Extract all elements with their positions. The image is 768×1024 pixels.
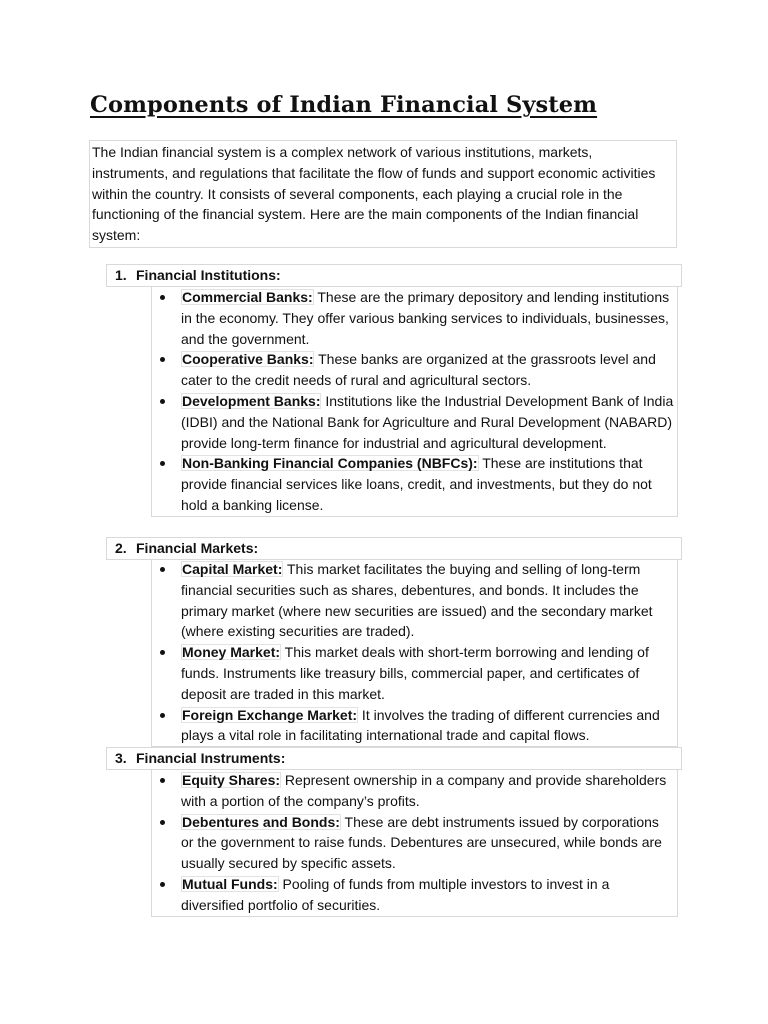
list-item [152,391,677,453]
list-item [152,642,677,704]
item-text: This market facilitates the buying and selling of long-term financial securities such as shares, debentures, and bonds. It includes the primary market (where new securities are issued) and the secondary market (where existing securities are traded). [181,561,653,640]
section-heading-financial-institutions: 1. Financial Institutions: [106,264,682,287]
item-term: Equity Shares: [182,772,281,788]
bullet-icon [160,820,165,825]
bullet-icon [160,650,165,655]
list-item [152,349,677,391]
list-item [152,812,677,874]
bullet-icon [160,713,165,718]
section-label: Financial Markets [136,540,254,556]
item-text: Represent ownership in a company and provide shareholders with a portion of the company’s profits. [181,772,667,809]
item-text: These are institutions that provide financial services like loans, credit, and investments, but they do not hold a banking license. [181,455,652,513]
item-term: Foreign Exchange Market: [182,706,358,723]
item-text: It involves the trading of different currencies and plays a vital role in facilitating international trade and capital flows. [181,706,660,744]
item-term: Capital Market: [182,561,283,577]
item-text: These are the primary depository and lending institutions in the economy. They offer various banking services to individuals, businesses, and the government. [181,289,670,347]
section-number: 1. [115,267,127,283]
list-item [152,705,677,747]
item-text: This market deals with short-term borrowing and lending of funds. Instruments like treasury bills, commercial paper, and certificates of deposit are traded in this market. [181,644,649,702]
item-term: Cooperative Banks: [182,351,314,368]
section-number: 3. [115,750,127,766]
list-item [152,559,677,642]
list-item [152,770,677,812]
bullet-icon [160,399,165,404]
list-item [152,287,677,349]
item-text: These are debt instruments issued by corporations or the government to raise funds. Debentures are unsecured, while bonds are usually secured by specific assets. [181,813,662,872]
item-term: Non-Banking Financial Companies (NBFCs): [182,455,478,472]
intro-paragraph: The Indian financial system is a complex network of various institutions, markets, instruments, and regulations that facilitate the flow of funds and support economic activities within the country. It consists of several components, each playing a crucial role in the functioning of the financial system. Here are the main components of the Indian financial system: [89,140,677,248]
bullet-icon [160,295,165,300]
item-term: Debentures and Bonds: [182,813,340,830]
section-list-financial-instruments [151,770,678,917]
section-label: Financial Instruments [136,750,281,766]
bullet-icon [160,461,165,466]
section-number: 2. [115,540,127,556]
item-text: Pooling of funds from multiple investors to invest in a diversified portfolio of securities. [181,875,610,913]
bullet-icon [160,882,165,887]
list-item [152,453,677,515]
bullet-icon [160,778,165,783]
section-heading-financial-instruments: 3. Financial Instruments: [106,747,682,770]
section-heading-financial-markets: 2. Financial Markets: [106,537,682,560]
section-list-financial-institutions [151,287,678,517]
bullet-icon [160,357,165,362]
item-term: Money Market: [182,644,281,661]
item-text: These banks are organized at the grassroots level and cater to the credit needs of rural and agricultural sectors. [181,351,656,389]
item-term: Commercial Banks: [182,289,313,305]
page-title: Components of Indian Financial System [90,92,598,118]
bullet-icon [160,567,165,572]
item-term: Mutual Funds: [182,875,278,892]
item-term: Development Banks: [182,392,321,409]
section-list-financial-markets [151,559,678,747]
section-label: Financial Institutions [136,267,277,283]
item-text: Institutions like the Industrial Development Bank of India (IDBI) and the National Bank for Agriculture and Rural Development (NABARD) provide long-term finance for industrial and agricultural development. [181,392,674,451]
list-item [152,874,677,916]
